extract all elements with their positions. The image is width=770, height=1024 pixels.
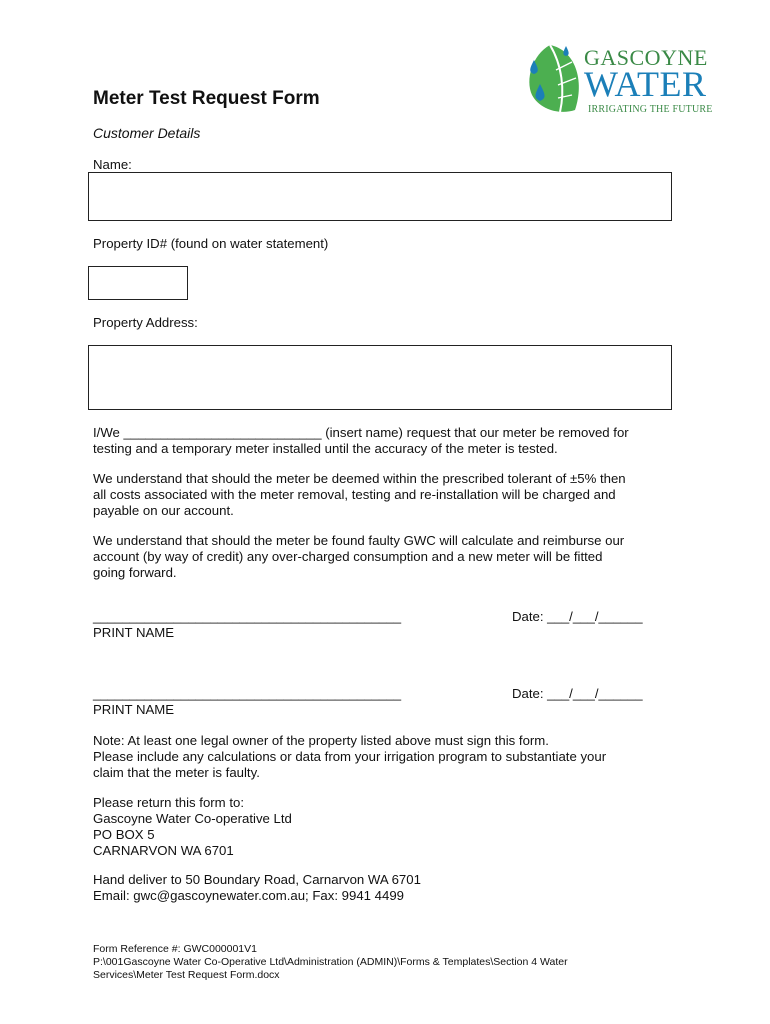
request-line: testing and a temporary meter installed until the accuracy of the meter is tested. [93,441,558,456]
note-line: Please include any calculations or data from your irrigation program to substantiate your [93,749,607,764]
return-po-box: PO BOX 5 [93,827,155,842]
hand-deliver-line: Hand deliver to 50 Boundary Road, Carnarvon WA 6701 [93,872,421,887]
property-address-label: Property Address: [93,315,198,330]
date-field-1[interactable]: Date: ___/___/______ [512,609,643,624]
logo-line1: GASCOYNE [584,45,708,70]
signature-line-2[interactable]: __________________________________________ [93,686,402,701]
return-company: Gascoyne Water Co-operative Ltd [93,811,292,826]
tolerance-paragraph [93,471,683,519]
return-intro: Please return this form to: [93,795,244,810]
delivery-contact [93,872,683,904]
faulty-paragraph [93,533,683,581]
name-field[interactable] [88,172,672,221]
form-reference: Form Reference #: GWC000001V1 [93,943,257,955]
logo-tagline: IRRIGATING THE FUTURE [588,104,713,115]
return-town: CARNARVON WA 6701 [93,843,234,858]
logo-line2: WATER [584,64,707,104]
section-heading: Customer Details [93,125,201,141]
faulty-line: We understand that should the meter be found faulty GWC will calculate and reimburse our [93,533,625,548]
property-id-field[interactable] [88,266,188,300]
name-label: Name: [93,157,132,172]
form-title: Meter Test Request Form [93,88,320,109]
file-path-line: P:\001Gascoyne Water Co-Operative Ltd\Administration (ADMIN)\Forms & Templates\Section 4 Water [93,956,568,968]
note-line: Note: At least one legal owner of the property listed above must sign this form. [93,733,549,748]
request-paragraph [93,425,683,457]
notes-paragraph [93,733,683,781]
leaf-drop-icon [520,40,590,120]
property-address-field[interactable] [88,345,672,410]
tolerance-line: payable on our account. [93,503,234,518]
footer [93,943,568,982]
note-line: claim that the meter is faulty. [93,765,260,780]
print-name-label-2: PRINT NAME [93,702,175,717]
faulty-line: going forward. [93,565,177,580]
return-address [93,795,683,859]
faulty-line: account (by way of credit) any over-charged consumption and a new meter will be fitted [93,549,603,564]
file-path-line: Services\Meter Test Request Form.docx [93,969,280,981]
signature-line-1[interactable]: __________________________________________ [93,609,402,624]
property-id-label: Property ID# (found on water statement) [93,236,329,251]
tolerance-line: We understand that should the meter be deemed within the prescribed tolerant of ±5% then [93,471,626,486]
contact-line: Email: gwc@gascoynewater.com.au; Fax: 9941 4499 [93,888,405,903]
date-field-2[interactable]: Date: ___/___/______ [512,686,643,701]
print-name-label-1: PRINT NAME [93,625,175,640]
request-line: I/We ___________________________ (insert name) request that our meter be removed for [93,425,629,440]
tolerance-line: all costs associated with the meter removal, testing and re-installation will be charged and [93,487,616,502]
